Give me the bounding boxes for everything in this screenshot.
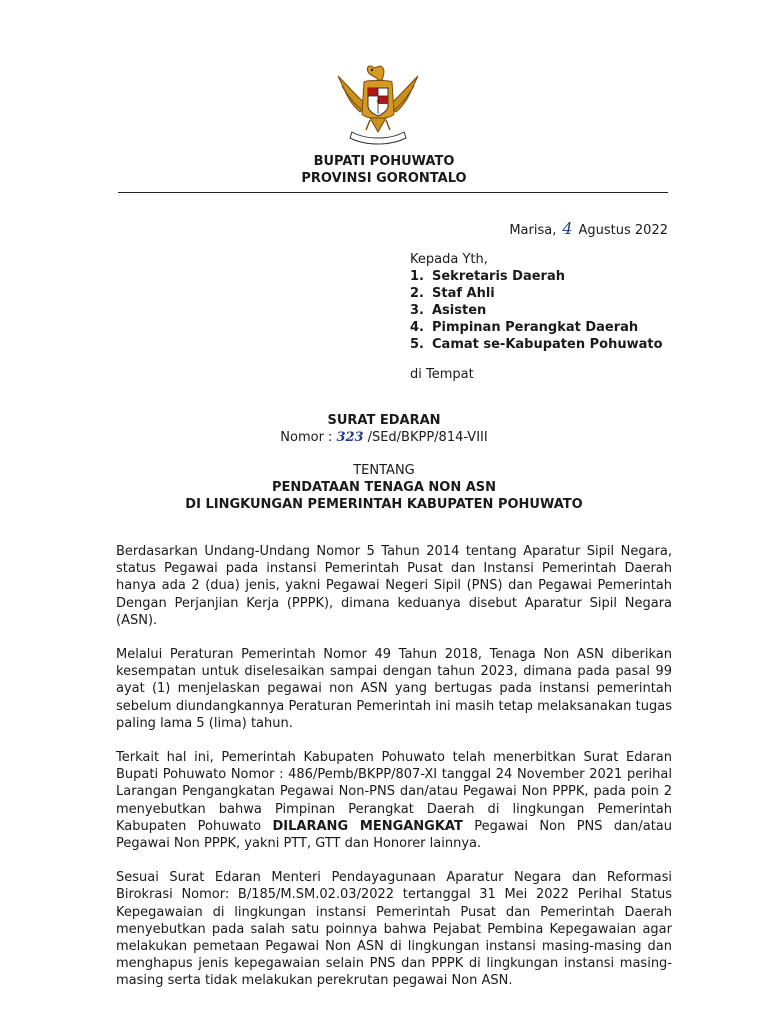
- recipient-greeting: Kepada Yth,: [410, 252, 488, 267]
- recipient-item: 4. Pimpinan Perangkat Daerah: [410, 320, 639, 335]
- body-paragraph-3: Terkait hal ini, Pemerintah Kabupaten Pohuwato telah menerbitkan Surat Edaran Bupati Pohuwato Nomor : 486/Pemb/BKPP/807-XI tanggal 24 November 2021 perihal Larangan Pengangkatan Pegawai Non-PNS dan/atau Pegawai Non PPPK, pada poin 2 menyebutkan bahwa Pimpinan Perangkat Daerah di lingkungan Pemerintah Kabupaten Pohuwato DILARANG MENGANGKAT Pegawai Non PNS dan/atau Pegawai Non PPPK, yakni PTT, GTT dan Honorer lainnya.: [116, 750, 673, 852]
- subject-line1: PENDATAAN TENAGA NON ASN: [271, 480, 497, 495]
- letterhead-line1: BUPATI POHUWATO: [313, 154, 455, 169]
- prohibition-emphasis: DILARANG MENGANGKAT: [272, 818, 463, 834]
- subject-line2: DI LINGKUNGAN PEMERINTAH KABUPATEN POHUWATO: [185, 497, 583, 512]
- letter-number-handwritten: 323: [336, 430, 364, 445]
- letterhead-divider: [118, 192, 668, 193]
- letter-type: SURAT EDARAN: [327, 413, 441, 428]
- letter-number: Nomor : 323 /SEd/BKPP/814-VIII: [280, 430, 488, 445]
- recipient-item: 5. Camat se-Kabupaten Pohuwato: [410, 337, 663, 352]
- letter-body: [116, 543, 672, 1007]
- letterhead-line2: PROVINSI GORONTALO: [301, 171, 467, 186]
- letter-date: [509, 219, 668, 238]
- recipient-item: 3. Asisten: [410, 303, 487, 318]
- body-paragraph-1: Berdasarkan Undang-Undang Nomor 5 Tahun 2014 tentang Aparatur Sipil Negara, status Pegawai pada instansi Pemerintah Pusat dan Instansi Pemerintah Daerah hanya ada 2 (dua) jenis, yakni Pegawai Negeri Sipil (PNS) dan Pegawai Pemerintah Dengan Perjanjian Kerja (PPPK), dimana keduanya disebut Aparatur Sipil Negara (ASN).: [116, 544, 672, 628]
- recipient-place: di Tempat: [410, 367, 474, 382]
- date-day-handwritten: 4: [562, 219, 573, 238]
- letterhead: [0, 153, 768, 187]
- tentang-label: TENTANG: [353, 463, 415, 478]
- letter-heading: [0, 412, 768, 513]
- date-city: Marisa,: [509, 223, 557, 238]
- date-month-year: Agustus 2022: [578, 223, 668, 238]
- recipient-list: [410, 268, 663, 353]
- body-paragraph-2: Melalui Peraturan Pemerintah Nomor 49 Tahun 2018, Tenaga Non ASN diberikan kesempatan untuk diselesaikan sampai dengan tahun 2023, dimana pada pasal 99 ayat (1) menjelaskan pegawai non ASN yang bertugas pada instansi pemerintah sebelum diundangkannya Peraturan Pemerintah ini masih tetap melaksanakan tugas paling lama 5 (lima) tahun.: [116, 647, 672, 731]
- recipient-item: 2. Staf Ahli: [410, 286, 495, 301]
- garuda-emblem-icon: [330, 58, 426, 150]
- body-paragraph-4: Sesuai Surat Edaran Menteri Pendayagunaan Aparatur Negara dan Reformasi Birokrasi Nomor: B/185/M.SM.02.03/2022 tertanggal 31 Mei 2022 Perihal Status Kepegawaian di lingkungan instansi Pemerintah Pusat dan Pemerintah Daerah menyebutkan pada salah satu poinnya bahwa Pejabat Pembina Kepegawaian agar melakukan pemetaan Pegawai Non ASN di lingkungan instansi masing-masing dan menghapus jenis kepegawaian selain PNS dan PPPK di lingkungan instansi masing-masing serta tidak melakukan perekrutan pegawai Non ASN.: [116, 870, 672, 989]
- recipient-item: 1. Sekretaris Daerah: [410, 269, 565, 284]
- recipient-block: [410, 251, 663, 353]
